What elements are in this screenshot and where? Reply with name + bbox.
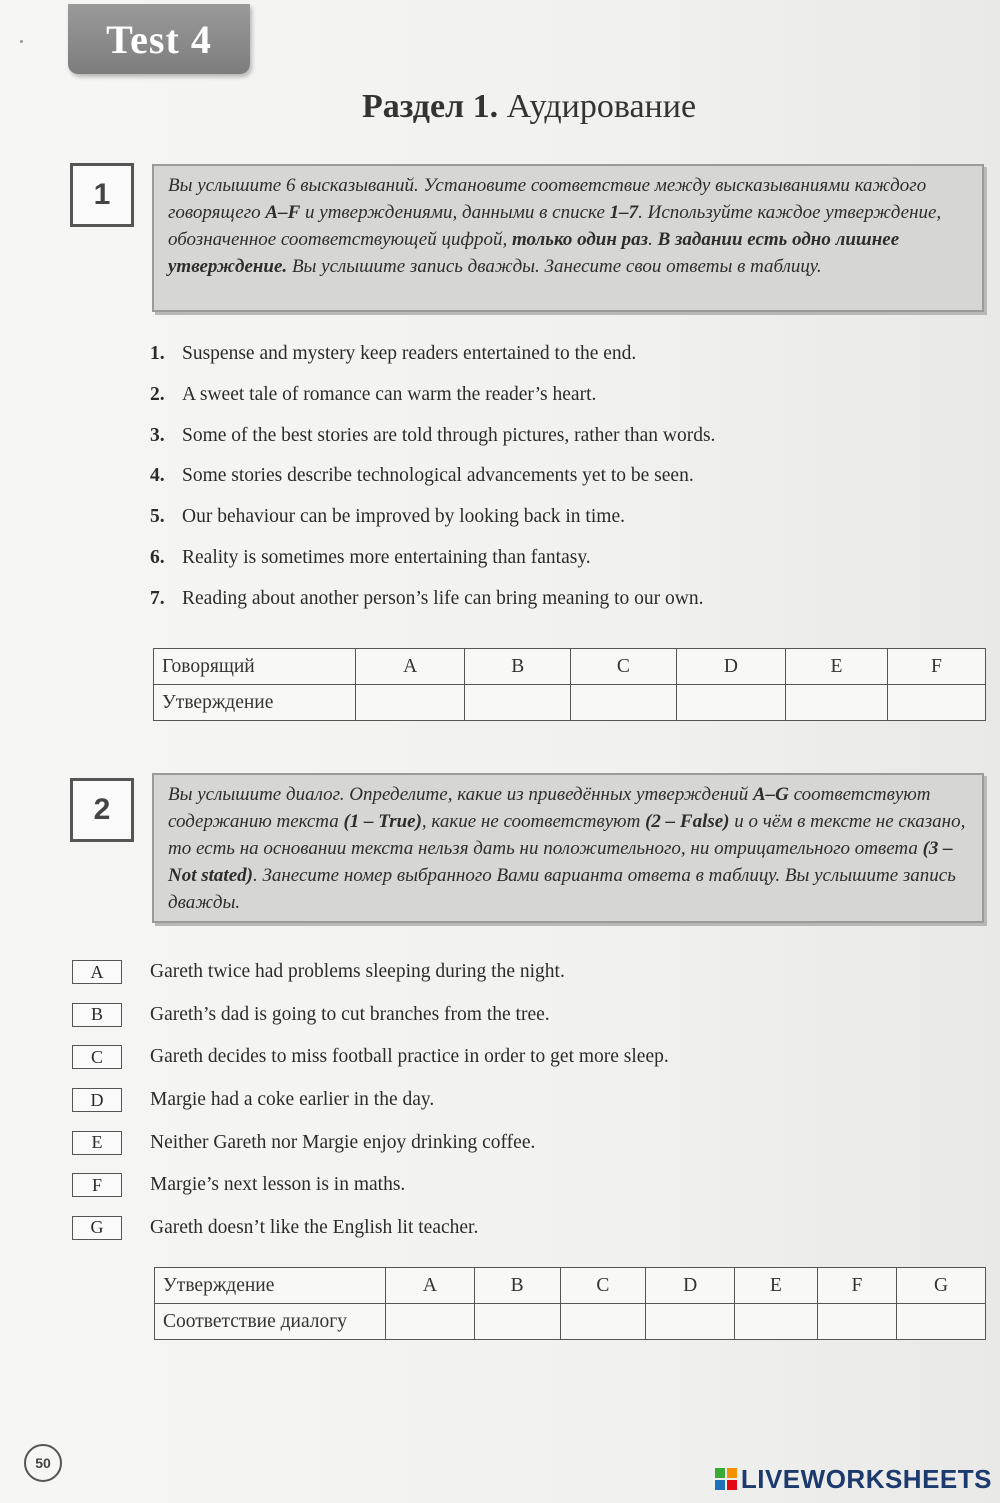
task-1-instruction: Вы услышите 6 высказываний. Установите соответствие между высказываниями каждого говорящего A–F и утверждениями, данными в списке 1–7. Используйте каждое утверждение, обозначенное соответствующей цифрой, только один раз. В задании есть одно лишнее утверждение. Вы услышите запись дважды. Занесите свои ответы в таблицу. — [152, 164, 984, 312]
table-row — [154, 649, 986, 685]
statement-item: 1. Suspense and mystery keep readers entertained to the end. — [150, 343, 637, 364]
statement-item: 6. Reality is sometimes more entertaining than fantasy. — [150, 546, 591, 568]
answer-cell[interactable] — [571, 685, 677, 721]
column-header: E — [735, 1268, 818, 1304]
brand-name: LIVEWORKSHEETS — [740, 1463, 992, 1494]
statement-item: 5. Our behaviour can be improved by looking back in time. — [150, 506, 625, 528]
answer-cell[interactable] — [646, 1304, 735, 1340]
section-prefix: Раздел 1. — [361, 88, 499, 125]
table-row — [155, 1304, 986, 1340]
statement-item: D Margie had a coke earlier in the day. — [72, 1079, 669, 1122]
statement-item: 3. Some of the best stories are told through pictures, rather than words. — [150, 424, 716, 446]
page-number: 50 — [24, 1444, 62, 1482]
column-header: C — [571, 649, 677, 685]
letter-box: F — [72, 1173, 122, 1197]
answer-cell[interactable] — [817, 1304, 897, 1340]
answer-cell[interactable] — [676, 685, 785, 721]
test-label: Test 4 — [106, 16, 212, 62]
statement-item: E Neither Gareth nor Margie enjoy drinking coffee. — [72, 1121, 669, 1164]
answer-cell[interactable] — [887, 685, 985, 721]
row-label: Говорящий — [154, 649, 356, 685]
scan-speck — [20, 40, 23, 43]
letter-box: C — [72, 1045, 122, 1069]
column-header: A — [386, 1268, 475, 1304]
statement-item: B Gareth’s dad is going to cut branches from the tree. — [72, 994, 669, 1037]
table-row — [155, 1268, 986, 1304]
statement-item: 7. Reading about another person’s life can bring meaning to our own. — [150, 587, 704, 609]
letter-box: D — [72, 1088, 122, 1112]
column-header: B — [465, 649, 571, 685]
column-header: D — [646, 1268, 735, 1304]
column-header: C — [560, 1268, 646, 1304]
statement-item: 4. Some stories describe technological advancements yet to be seen. — [150, 465, 694, 487]
answer-cell[interactable] — [560, 1304, 646, 1340]
answer-cell[interactable] — [386, 1304, 475, 1340]
column-header: F — [887, 649, 985, 685]
column-header: E — [786, 649, 888, 685]
section-name: Аудирование — [506, 88, 697, 125]
answer-cell[interactable] — [786, 685, 888, 721]
statement-item: 2. A sweet tale of romance can warm the reader’s heart. — [150, 383, 597, 405]
column-header: D — [676, 649, 785, 685]
statement-item: C Gareth decides to miss football practice in order to get more sleep. — [72, 1036, 669, 1079]
letter-box: E — [72, 1131, 122, 1155]
answer-cell[interactable] — [465, 685, 571, 721]
letter-box: B — [72, 1003, 122, 1027]
statement-item: G Gareth doesn’t like the English lit teacher. — [72, 1207, 669, 1250]
letter-box: G — [72, 1216, 122, 1240]
answer-cell[interactable] — [897, 1304, 986, 1340]
row-label: Соответствие диалогу — [155, 1304, 386, 1340]
statement-item: F Margie’s next lesson is in maths. — [72, 1164, 669, 1207]
column-header: B — [474, 1268, 560, 1304]
answer-cell[interactable] — [474, 1304, 560, 1340]
column-header: F — [817, 1268, 897, 1304]
task-1-answer-table — [153, 648, 986, 721]
task-2-number: 2 — [70, 778, 134, 842]
column-header: A — [356, 649, 465, 685]
task-2-statement-list — [72, 951, 669, 1249]
row-label: Утверждение — [155, 1268, 386, 1304]
answer-cell[interactable] — [735, 1304, 818, 1340]
task-2-answer-table — [154, 1267, 986, 1340]
table-row — [154, 685, 986, 721]
task-1-number: 1 — [70, 163, 134, 227]
answer-cell[interactable] — [356, 685, 465, 721]
task-1-statement-list — [150, 334, 715, 620]
liveworksheets-grid-icon — [715, 1468, 737, 1490]
liveworksheets-logo[interactable] — [715, 1464, 992, 1494]
column-header: G — [897, 1268, 986, 1304]
task-2-instruction: Вы услышите диалог. Определите, какие из приведённых утверждений A–G соответствуют содержанию текста (1 – True), какие не соответствуют (2 – False) и о чём в тексте не сказано, то есть на основании текста нельзя дать ни положительного, ни отрицательного ответа (3 – Not stated). Занесите номер выбранного Вами варианта ответа в таблицу. Вы услышите запись дважды. — [152, 773, 984, 923]
row-label: Утверждение — [154, 685, 356, 721]
letter-box: A — [72, 960, 122, 984]
test-tab — [68, 4, 250, 74]
section-title — [0, 88, 1000, 126]
statement-item: A Gareth twice had problems sleeping during the night. — [72, 951, 669, 994]
